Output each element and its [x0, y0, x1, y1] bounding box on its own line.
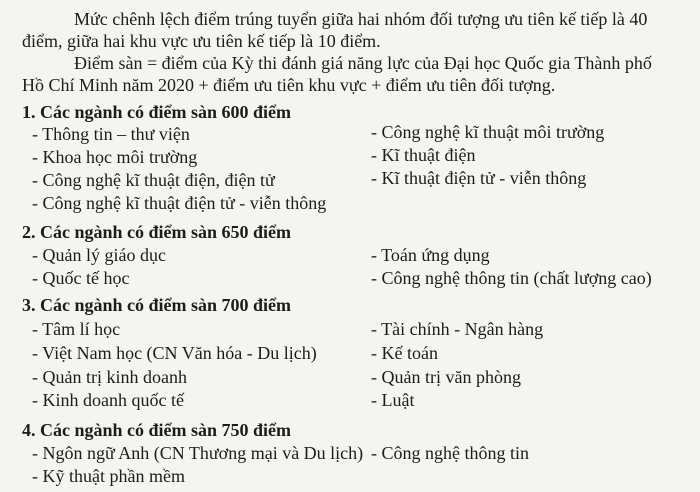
section-1-right-item: - Kĩ thuật điện tử - viễn thông — [371, 168, 587, 188]
section-3-right-item: - Luật — [371, 390, 415, 410]
section-1-left-item: - Công nghệ kĩ thuật điện tử - viễn thông — [32, 193, 327, 213]
intro-line-2: điểm, giữa hai khu vực ưu tiên kế tiếp là 10 điểm. — [22, 31, 381, 51]
section-3-right-item: - Quản trị văn phòng — [371, 367, 521, 387]
section-3-left-item: - Quản trị kinh doanh — [32, 367, 187, 387]
section-1-left-item: - Khoa học môi trường — [32, 147, 198, 167]
section-3-left-item: - Tâm lí học — [32, 319, 121, 339]
section-1-right-item: - Công nghệ kĩ thuật môi trường — [371, 122, 605, 142]
section-2-title: 2. Các ngành có điểm sàn 650 điểm — [22, 222, 292, 242]
intro-line-3: Điểm sàn = điểm của Kỳ thi đánh giá năng lực của Đại học Quốc gia Thành phố — [74, 53, 652, 73]
section-3-left-item: - Kinh doanh quốc tế — [32, 390, 184, 410]
section-3-right-item: - Kế toán — [371, 343, 438, 363]
section-2-left-item: - Quốc tế học — [32, 268, 130, 288]
section-2-left-item: - Quản lý giáo dục — [32, 245, 166, 265]
intro-line-4: Hồ Chí Minh năm 2020 + điểm ưu tiên khu vực + điểm ưu tiên đối tượng. — [22, 75, 556, 95]
section-3-title: 3. Các ngành có điểm sàn 700 điểm — [22, 295, 292, 315]
section-2-right-item: - Công nghệ thông tin (chất lượng cao) — [371, 268, 652, 288]
intro-line-1: Mức chênh lệch điểm trúng tuyển giữa hai nhóm đối tượng ưu tiên kế tiếp là 40 — [74, 9, 648, 29]
section-3-right-item: - Tài chính - Ngân hàng — [371, 319, 544, 339]
section-1-right-item: - Kĩ thuật điện — [371, 145, 476, 165]
section-4-left-item: - Ngôn ngữ Anh (CN Thương mại và Du lịch) — [32, 443, 364, 463]
section-4-left-item: - Kỹ thuật phần mềm — [32, 466, 185, 486]
section-2-right-item: - Toán ứng dụng — [371, 245, 490, 265]
section-1-left-item: - Công nghệ kĩ thuật điện, điện tử — [32, 170, 275, 190]
section-4-title: 4. Các ngành có điểm sàn 750 điểm — [22, 420, 292, 440]
section-3-left-item: - Việt Nam học (CN Văn hóa - Du lịch) — [32, 343, 317, 363]
section-4-right-item: - Công nghệ thông tin — [371, 443, 529, 463]
section-1-title: 1. Các ngành có điểm sàn 600 điểm — [22, 102, 292, 122]
section-1-left-item: - Thông tin – thư viện — [32, 124, 190, 144]
